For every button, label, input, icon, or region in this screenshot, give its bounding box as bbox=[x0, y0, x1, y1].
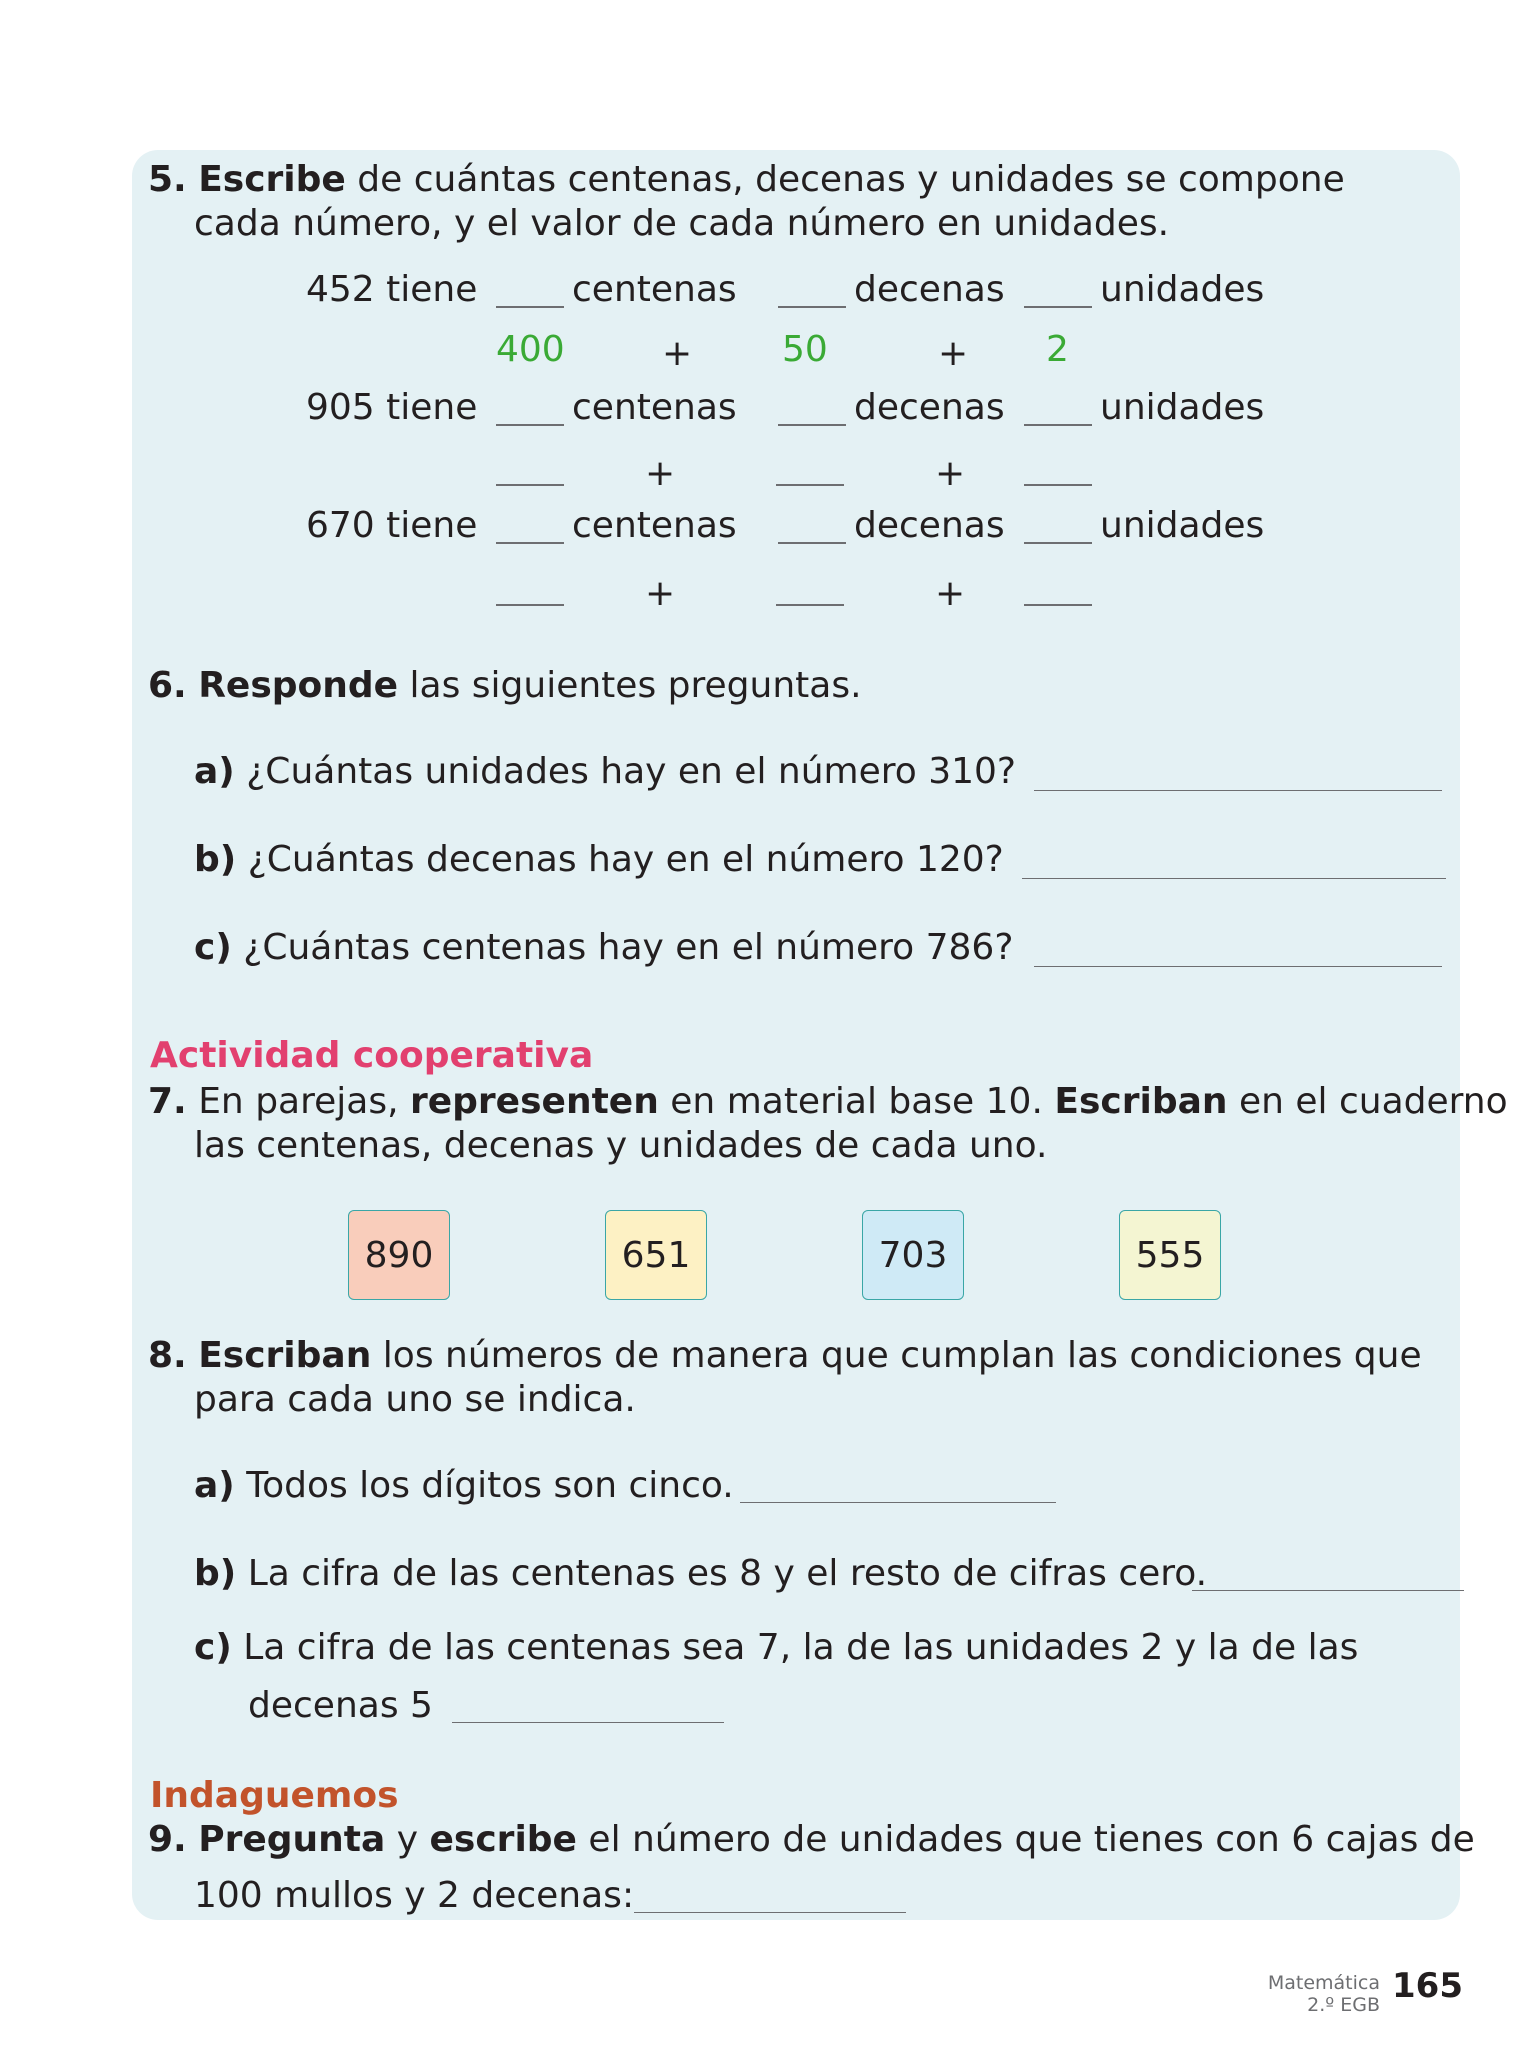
answer-blank[interactable] bbox=[778, 306, 846, 308]
answer-blank[interactable] bbox=[496, 306, 564, 308]
answer-blank[interactable] bbox=[496, 542, 564, 544]
unidades-label: unidades bbox=[1100, 269, 1265, 310]
answer-line[interactable] bbox=[634, 1912, 906, 1913]
plus-sign: + bbox=[645, 573, 676, 614]
decenas-label: decenas bbox=[854, 269, 1005, 310]
ex7-line2: las centenas, decenas y unidades de cada uno. bbox=[194, 1125, 1048, 1166]
number-card: 555 bbox=[1119, 1210, 1221, 1300]
condition-c: c) La cifra de las centenas sea 7, la de las unidades 2 y la de las bbox=[194, 1627, 1359, 1668]
answer-blank[interactable] bbox=[496, 424, 564, 426]
value-units: 2 bbox=[1046, 329, 1069, 370]
answer-blank[interactable] bbox=[496, 604, 564, 606]
footer-grade: 2.º EGB bbox=[1307, 1994, 1380, 2016]
answer-blank[interactable] bbox=[776, 484, 844, 486]
answer-line[interactable] bbox=[452, 1722, 724, 1723]
decenas-label: decenas bbox=[854, 387, 1005, 428]
ex6-heading: 6. Responde las siguientes preguntas. bbox=[148, 665, 862, 706]
answer-blank[interactable] bbox=[1024, 306, 1092, 308]
row-label: 452 tiene bbox=[306, 269, 478, 310]
condition-b: b) La cifra de las centenas es 8 y el resto de cifras cero. bbox=[194, 1553, 1208, 1594]
ex8-line2: para cada uno se indica. bbox=[194, 1379, 636, 1420]
section-heading-indaguemos: Indaguemos bbox=[150, 1775, 399, 1816]
plus-sign: + bbox=[645, 453, 676, 494]
plus-sign: + bbox=[662, 333, 693, 374]
number-card: 890 bbox=[348, 1210, 450, 1300]
unidades-label: unidades bbox=[1100, 505, 1265, 546]
condition-c-line2: decenas 5 bbox=[248, 1685, 433, 1726]
condition-a: a) Todos los dígitos son cinco. bbox=[194, 1465, 734, 1506]
answer-line[interactable] bbox=[1192, 1590, 1464, 1591]
section-heading-cooperativa: Actividad cooperativa bbox=[150, 1035, 594, 1076]
ex7-line1: 7. En parejas, representen en material base 10. Escriban en el cuaderno bbox=[148, 1081, 1508, 1122]
answer-blank[interactable] bbox=[778, 542, 846, 544]
ex9-line1: 9. Pregunta y escribe el número de unidades que tienes con 6 cajas de bbox=[148, 1819, 1475, 1860]
row-label: 670 tiene bbox=[306, 505, 478, 546]
ex5-line2: cada número, y el valor de cada número en unidades. bbox=[194, 203, 1170, 244]
row-label: 905 tiene bbox=[306, 387, 478, 428]
answer-line[interactable] bbox=[1022, 878, 1446, 879]
ex9-line2: 100 mullos y 2 decenas: bbox=[194, 1875, 635, 1916]
plus-sign: + bbox=[938, 333, 969, 374]
plus-sign: + bbox=[935, 453, 966, 494]
answer-blank[interactable] bbox=[776, 604, 844, 606]
ex5-line1: 5. Escribe de cuántas centenas, decenas y unidades se compone bbox=[148, 159, 1345, 200]
value-hundreds: 400 bbox=[496, 329, 565, 370]
centenas-label: centenas bbox=[572, 505, 737, 546]
ex8-line1: 8. Escriban los números de manera que cumplan las condiciones que bbox=[148, 1335, 1422, 1376]
answer-blank[interactable] bbox=[778, 424, 846, 426]
footer-subject: Matemática bbox=[1267, 1972, 1380, 1994]
answer-blank[interactable] bbox=[1024, 484, 1092, 486]
centenas-label: centenas bbox=[572, 387, 737, 428]
answer-line[interactable] bbox=[1034, 790, 1442, 791]
value-tens: 50 bbox=[782, 329, 828, 370]
answer-blank[interactable] bbox=[1024, 424, 1092, 426]
answer-blank[interactable] bbox=[496, 484, 564, 486]
number-card: 651 bbox=[605, 1210, 707, 1300]
unidades-label: unidades bbox=[1100, 387, 1265, 428]
centenas-label: centenas bbox=[572, 269, 737, 310]
answer-blank[interactable] bbox=[1024, 604, 1092, 606]
plus-sign: + bbox=[935, 573, 966, 614]
question-a: a) ¿Cuántas unidades hay en el número 310? bbox=[194, 751, 1017, 792]
question-b: b) ¿Cuántas decenas hay en el número 120? bbox=[194, 839, 1004, 880]
answer-line[interactable] bbox=[740, 1502, 1056, 1503]
page-number: 165 bbox=[1392, 1966, 1463, 2006]
answer-blank[interactable] bbox=[1024, 542, 1092, 544]
question-c: c) ¿Cuántas centenas hay en el número 786? bbox=[194, 927, 1014, 968]
decenas-label: decenas bbox=[854, 505, 1005, 546]
answer-line[interactable] bbox=[1034, 966, 1442, 967]
number-card: 703 bbox=[862, 1210, 964, 1300]
